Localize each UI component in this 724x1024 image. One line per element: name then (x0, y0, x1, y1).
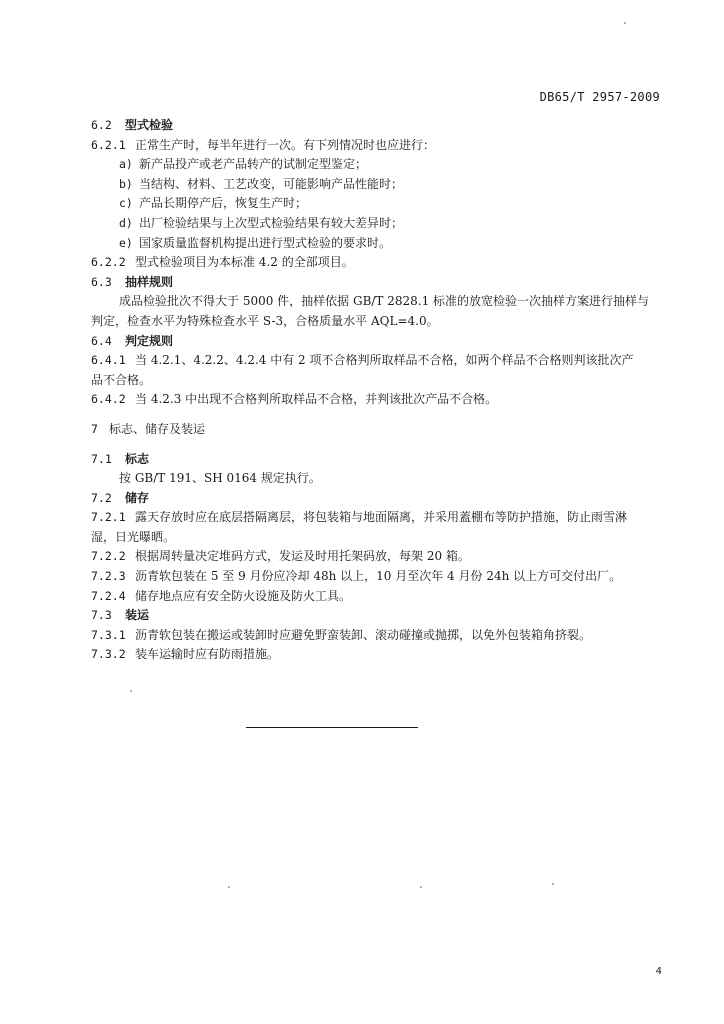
page-number: 4 (655, 966, 662, 977)
section-heading (91, 606, 665, 626)
list-item (91, 194, 665, 214)
clause (91, 508, 665, 528)
clause (91, 253, 665, 273)
clause (91, 626, 665, 646)
list-item-mark: d) (119, 215, 133, 230)
chapter-heading (91, 420, 665, 440)
section-heading (91, 116, 665, 136)
section-title: 标志 (125, 451, 150, 466)
section-title: 型式检验 (125, 118, 174, 132)
paragraph-line: 成品检验批次不得大于 5000 件，抽样依据 GB/T 2828.1 标准的放宽检验一次抽样方案进行抽样与 (119, 294, 650, 309)
section-number: 7.3 (91, 608, 112, 623)
list-item-text: 国家质量监督机构提出进行型式检验的要求时。 (139, 235, 392, 250)
list-item (91, 175, 665, 195)
list-item-text: 当结构、材料、工艺改变，可能影响产品性能时； (139, 176, 404, 191)
clause-text: 当 4.2.3 中出现不合格判所取样品不合格，并判该批次产品不合格。 (135, 392, 498, 407)
clause-text: 当 4.2.1、4.2.2、4.2.4 中有 2 项不合格判所取样品不合格，如两个样品不合格则判该批次产 (135, 353, 634, 368)
paragraph-line: 按 GB/T 191、SH 0164 规定执行。 (119, 471, 321, 486)
section-title: 装运 (125, 608, 150, 623)
clause (91, 645, 665, 665)
clause-number: 6.2.2 (91, 255, 126, 270)
section-heading (91, 273, 665, 293)
paragraph-line: 湿，日光曝晒。 (91, 529, 176, 544)
section-heading (91, 489, 665, 509)
section-heading (91, 450, 665, 470)
section-title: 抽样规则 (125, 274, 174, 289)
clause (91, 567, 665, 587)
clause-text: 沥青软包装在 5 至 9 月份应冷却 48h 以上，10 月至次年 4 月份 24h 以上方可交付出厂。 (135, 569, 622, 584)
clause-text: 型式检验项目为本标准 4.2 的全部项目。 (135, 255, 354, 270)
clause (91, 390, 665, 410)
chapter-number: 7 (91, 421, 98, 436)
clause-text: 正常生产时，每半年进行一次。有下列情况时也应进行： (135, 137, 436, 152)
section-title: 判定规则 (125, 333, 174, 348)
chapter-title: 标志、储存及装运 (109, 421, 206, 436)
clause-number: 7.3.1 (91, 627, 126, 642)
document-body (91, 116, 665, 665)
spacer (91, 410, 665, 420)
scan-speck (130, 690, 132, 692)
section-number: 6.4 (91, 333, 112, 348)
list-item (91, 155, 665, 175)
clause-text: 储存地点应有安全防火设施及防火工具。 (135, 588, 352, 603)
list-item-mark: b) (119, 176, 133, 191)
scan-speck (228, 886, 230, 888)
clause-number: 7.2.4 (91, 588, 126, 603)
clause-number: 7.3.2 (91, 647, 126, 662)
section-number: 6.2 (91, 118, 112, 132)
list-item (91, 234, 665, 254)
list-item (91, 214, 665, 234)
paragraph-line: 品不合格。 (91, 372, 152, 387)
list-item-mark: c) (119, 196, 133, 211)
list-item-mark: e) (119, 235, 133, 250)
clause-text: 露天存放时应在底层搭隔离层，将包装箱与地面隔离，并采用蓋棚布等防护措施，防止雨雪淋 (135, 510, 628, 525)
list-item-mark: a) (119, 157, 133, 172)
end-rule (246, 727, 418, 728)
clause (91, 547, 665, 567)
paragraph-line: 判定，检查水平为特殊检查水平 S-3，合格质量水平 AQL=4.0。 (91, 313, 439, 328)
list-item-text: 出厂检验结果与上次型式检验结果有较大差异时； (139, 215, 404, 230)
clause (91, 351, 665, 371)
list-item-text: 新产品投产或老产品转产的试制定型鉴定； (139, 157, 368, 172)
clause-number: 7.2.3 (91, 569, 126, 584)
section-title: 储存 (125, 490, 150, 505)
clause (91, 136, 665, 156)
clause-number: 7.2.1 (91, 510, 126, 525)
scan-speck (624, 22, 626, 24)
clause-number: 6.4.1 (91, 353, 126, 368)
clause-text: 沥青软包装在搬运或装卸时应避免野蛮装卸、滚动碰撞或抛掷，以免外包装箱角挤裂。 (135, 627, 592, 642)
section-number: 6.3 (91, 274, 112, 289)
section-number: 7.1 (91, 451, 112, 466)
section-number: 7.2 (91, 490, 112, 505)
section-heading (91, 332, 665, 352)
list-item-text: 产品长期停产后，恢复生产时； (139, 196, 308, 211)
clause-text: 装车运输时应有防雨措施。 (135, 647, 280, 662)
spacer (91, 440, 665, 450)
clause (91, 587, 665, 607)
clause-text: 根据周转量决定堆码方式，发运及时用托架码放，每架 20 箱。 (135, 549, 470, 564)
scan-speck (420, 886, 422, 888)
clause-number: 7.2.2 (91, 549, 126, 564)
clause-number: 6.4.2 (91, 392, 126, 407)
document-code: DB65/T 2957-2009 (539, 90, 660, 104)
scan-speck (552, 883, 554, 885)
clause-number: 6.2.1 (91, 137, 126, 152)
